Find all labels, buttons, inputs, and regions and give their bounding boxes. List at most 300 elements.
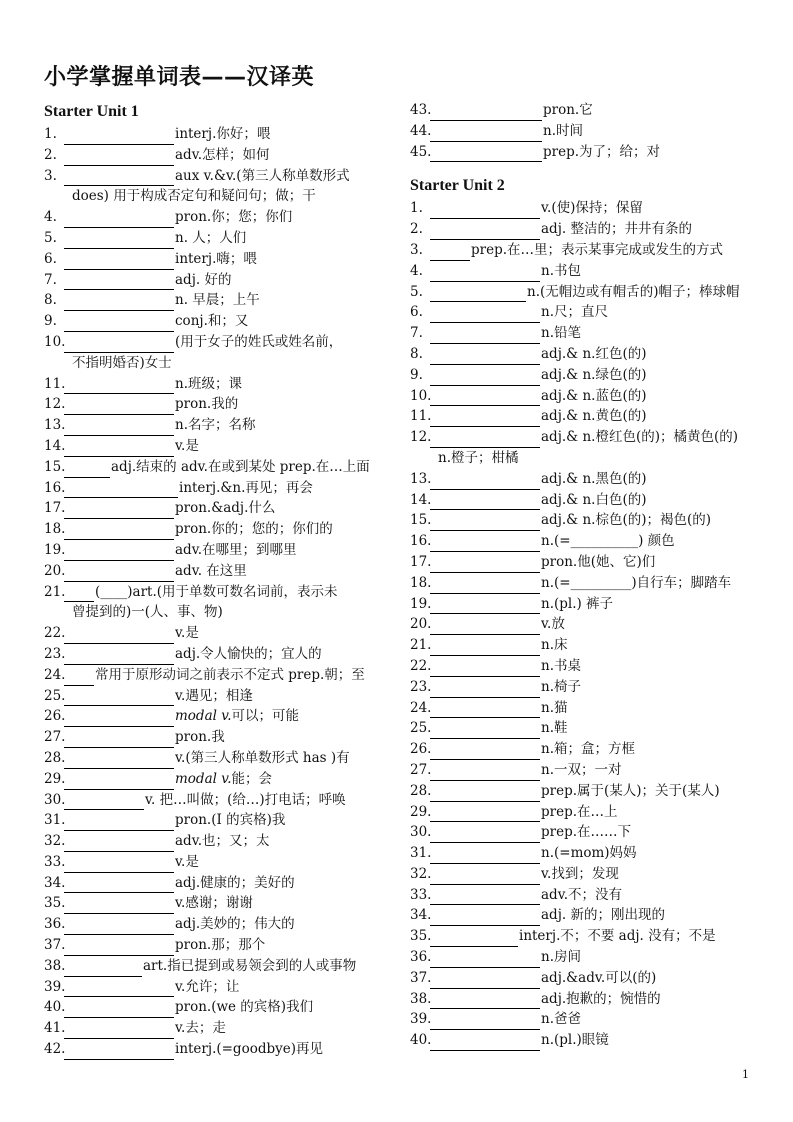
item-number: 34. (44, 874, 66, 891)
list-item (410, 947, 755, 968)
list-item (44, 893, 394, 914)
definition: art.指已提到或易领会到的人或事物 (143, 957, 357, 974)
answer-blank[interactable] (430, 952, 540, 968)
definition: pron.你的；您的；你们的 (175, 521, 333, 538)
item-number: 38. (44, 957, 66, 974)
item-number: 28. (410, 782, 432, 799)
list-item (410, 469, 755, 490)
answer-blank[interactable] (430, 203, 540, 219)
item-number: 41. (44, 1020, 66, 1037)
definition: adj.抱歉的；惋惜的 (541, 990, 661, 1007)
answer-blank[interactable] (430, 889, 540, 905)
item-number: 29. (410, 803, 432, 820)
definition: pron.&adj.什么 (175, 500, 276, 517)
answer-blank[interactable] (430, 682, 540, 698)
list-item (410, 240, 755, 261)
definition: n.鞋 (541, 720, 568, 737)
list-item (410, 885, 755, 906)
definition: interj.(=goodbye)再见 (175, 1041, 323, 1058)
definition: n.班级；课 (175, 375, 242, 392)
item-number: 8. (410, 345, 423, 362)
list-item (410, 739, 755, 760)
list-item (410, 968, 755, 989)
list-item (410, 302, 755, 323)
answer-blank[interactable] (430, 266, 540, 282)
answer-blank[interactable] (64, 254, 174, 270)
definition: interj.&n.再见；再会 (179, 479, 313, 496)
definition: v.感谢；谢谢 (175, 895, 253, 912)
list-item (44, 311, 394, 332)
answer-blank[interactable] (430, 1014, 540, 1030)
definition: n.椅子 (541, 678, 581, 695)
item-number: 18. (44, 521, 66, 538)
answer-blank[interactable] (430, 349, 540, 365)
answer-blank[interactable] (64, 1023, 174, 1039)
list-item (44, 810, 394, 831)
answer-blank[interactable] (430, 245, 470, 261)
page-title: 小学掌握单词表——汉译英 (44, 65, 315, 90)
answer-blank[interactable] (430, 848, 540, 864)
definition: adj.& n.黄色(的) (541, 408, 647, 425)
list-item (44, 540, 394, 561)
item-number: 21. (44, 583, 66, 600)
answer-blank[interactable] (64, 586, 94, 602)
item-number: 32. (44, 833, 66, 850)
definition: (____)art.(用于单数可数名词前，表示未 (95, 583, 338, 600)
item-number: 28. (44, 749, 66, 766)
list-item (44, 145, 394, 166)
list-item (410, 198, 755, 219)
item-number: 16. (44, 479, 66, 496)
definition: prep.为了；给；对 (543, 143, 661, 160)
answer-blank[interactable] (64, 399, 174, 415)
item-number: 15. (410, 512, 432, 529)
item-number: 19. (410, 595, 432, 612)
definition: n. 早晨；上午 (175, 292, 260, 309)
list-item (410, 677, 755, 698)
list-item (410, 406, 755, 427)
answer-blank[interactable] (64, 129, 174, 145)
definition: adj.美妙的；伟大的 (175, 916, 295, 933)
item-number: 9. (410, 366, 423, 383)
answer-blank[interactable] (430, 557, 540, 573)
word-list (44, 124, 394, 1060)
answer-blank[interactable] (64, 233, 174, 249)
answer-blank[interactable] (64, 295, 174, 311)
list-item (44, 665, 394, 686)
definition: v.去；走 (175, 1020, 226, 1037)
definition: adj.& n.白色(的) (541, 491, 647, 508)
list-item (44, 748, 394, 769)
item-number: 40. (44, 999, 66, 1016)
definition: pron.你；您；你们 (175, 209, 293, 226)
answer-blank[interactable] (64, 774, 174, 790)
answer-blank[interactable] (430, 126, 542, 142)
definition: pron.(I 的宾格)我 (175, 812, 286, 829)
item-number: 2. (410, 221, 423, 238)
item-number: 13. (44, 417, 66, 434)
definition: n.猫 (541, 699, 568, 716)
answer-blank[interactable] (64, 690, 174, 706)
answer-blank[interactable] (64, 524, 174, 540)
item-number: 19. (44, 541, 66, 558)
definition: v.是 (175, 853, 199, 870)
answer-blank[interactable] (430, 494, 540, 510)
definition: pron.那；那个 (175, 937, 266, 954)
list-item (44, 769, 394, 790)
answer-blank[interactable] (64, 170, 174, 186)
answer-blank[interactable] (64, 919, 174, 935)
answer-blank[interactable] (64, 670, 94, 686)
list-item (410, 926, 755, 947)
list-item (410, 1030, 755, 1051)
definition: n.床 (541, 637, 568, 654)
item-number: 36. (410, 949, 432, 966)
answer-blank[interactable] (430, 993, 540, 1009)
item-number: 26. (44, 708, 66, 725)
item-number: 20. (44, 562, 66, 579)
list-item (44, 582, 394, 603)
item-number: 31. (410, 845, 432, 862)
answer-blank[interactable] (430, 411, 540, 427)
list-item (44, 1018, 394, 1039)
answer-blank[interactable] (64, 836, 174, 852)
answer-blank[interactable] (430, 827, 540, 843)
answer-blank[interactable] (430, 661, 540, 677)
answer-blank[interactable] (430, 390, 540, 406)
answer-blank[interactable] (64, 898, 174, 914)
list-item (44, 852, 394, 873)
answer-blank[interactable] (64, 545, 174, 561)
definition: prep.在……下 (541, 824, 632, 841)
answer-blank[interactable] (430, 619, 540, 635)
definition: n.(=__________) 颜色 (541, 533, 675, 550)
list-item (44, 498, 394, 519)
list-item (44, 1039, 394, 1060)
list-item (410, 386, 755, 407)
definition-continued: 不指明婚否)女士 (72, 354, 172, 371)
definition: modal v.可以；可能 (175, 708, 300, 725)
list-item (410, 510, 755, 531)
item-number: 9. (44, 313, 57, 330)
list-item (44, 270, 394, 291)
list-item (410, 843, 755, 864)
definition: n.(=mom)妈妈 (541, 845, 637, 862)
answer-blank[interactable] (430, 432, 540, 448)
list-item (410, 323, 755, 344)
item-number: 37. (410, 969, 432, 986)
answer-blank[interactable] (64, 961, 142, 977)
list-item (410, 219, 755, 240)
answer-blank[interactable] (430, 370, 540, 386)
definition: adv.不；没有 (541, 886, 623, 903)
item-number: 36. (44, 916, 66, 933)
word-list (410, 198, 755, 1051)
answer-blank[interactable] (430, 515, 540, 531)
list-item (44, 561, 394, 582)
list-item (410, 100, 755, 121)
item-number: 20. (410, 616, 432, 633)
answer-blank[interactable] (64, 753, 174, 769)
definition: adj.& n.棕色(的)；褐色(的) (541, 512, 712, 529)
answer-blank[interactable] (64, 628, 174, 644)
list-item (410, 905, 755, 926)
answer-blank[interactable] (430, 578, 540, 594)
answer-blank[interactable] (64, 649, 174, 665)
item-number: 3. (44, 167, 57, 184)
definition: n.(pl.)眼镜 (541, 1032, 609, 1049)
answer-blank[interactable] (430, 702, 540, 718)
answer-blank[interactable] (430, 973, 540, 989)
list-item (44, 935, 394, 956)
item-number: 35. (410, 928, 432, 945)
item-number: 7. (44, 271, 57, 288)
answer-blank[interactable] (430, 786, 540, 802)
item-number: 4. (44, 209, 57, 226)
definition: adj.& n.绿色(的) (541, 366, 647, 383)
list-item (44, 124, 394, 145)
definition: v.是 (175, 625, 199, 642)
definition: adv.也；又；太 (175, 833, 270, 850)
item-number: 25. (410, 720, 432, 737)
list-item (44, 956, 394, 977)
item-number: 27. (44, 729, 66, 746)
answer-blank[interactable] (64, 1002, 174, 1018)
answer-blank[interactable] (64, 378, 174, 394)
definition: prep.在…里；表示某事完成或发生的方式 (471, 241, 724, 258)
definition: n.(pl.) 裤子 (541, 595, 614, 612)
definition: adv. 在这里 (175, 562, 247, 579)
item-number: 12. (44, 396, 66, 413)
list-item (44, 790, 394, 811)
answer-blank[interactable] (430, 765, 540, 781)
definition: adj.& n.黑色(的) (541, 470, 647, 487)
answer-blank[interactable] (430, 869, 540, 885)
list-item (44, 706, 394, 727)
definition: n.箱；盒；方框 (541, 741, 635, 758)
definition: adj.& n.蓝色(的) (541, 387, 647, 404)
item-number: 39. (410, 1011, 432, 1028)
list-item (44, 727, 394, 748)
item-number: 1. (44, 126, 57, 142)
item-number: 31. (44, 812, 66, 829)
definition: v.遇见；相逢 (175, 687, 253, 704)
definition: n.房间 (541, 949, 581, 966)
definition: pron.我 (175, 729, 225, 746)
definition: adj. 好的 (175, 271, 232, 288)
answer-blank[interactable] (64, 274, 174, 290)
left-column (44, 100, 394, 1060)
definition: adv.在哪里；到哪里 (175, 541, 297, 558)
section-heading: Starter Unit 2 (410, 177, 505, 195)
list-item (410, 344, 755, 365)
item-number: 23. (410, 678, 432, 695)
list-item (44, 873, 394, 894)
definition: modal v.能；会 (175, 770, 273, 787)
list-item (44, 478, 394, 499)
list-item (44, 166, 394, 187)
answer-blank[interactable] (64, 566, 174, 582)
list-item (410, 656, 755, 677)
list-item (44, 977, 394, 998)
item-number: 17. (410, 553, 432, 570)
list-item (44, 415, 394, 436)
answer-blank[interactable] (430, 286, 526, 302)
item-number: 14. (44, 437, 66, 454)
answer-blank[interactable] (430, 474, 540, 490)
item-number: 22. (44, 625, 66, 642)
answer-blank[interactable] (430, 307, 540, 323)
answer-blank[interactable] (64, 316, 174, 332)
list-item (44, 997, 394, 1018)
list-item (44, 374, 394, 395)
item-number: 6. (44, 250, 57, 267)
item-number: 14. (410, 491, 432, 508)
definition: v.是 (175, 437, 199, 454)
list-item (44, 228, 394, 249)
definition: pron.它 (543, 102, 593, 118)
item-number: 34. (410, 907, 432, 924)
definition: (用于女子的姓氏或姓名前， (175, 333, 343, 350)
item-number: 29. (44, 770, 66, 787)
list-item (44, 207, 394, 228)
answer-blank[interactable] (430, 723, 540, 739)
item-number: 17. (44, 500, 66, 517)
definition: n.名字；名称 (175, 417, 256, 434)
list-item (44, 686, 394, 707)
definition-continued: 曾提到的)一(人、事、物) (72, 604, 223, 621)
item-number: 8. (44, 292, 57, 309)
definition: v.(第三人称单数形式 has )有 (175, 749, 350, 766)
list-item (410, 427, 755, 448)
item-number: 32. (410, 865, 432, 882)
list-item (44, 644, 394, 665)
list-item (410, 864, 755, 885)
answer-blank[interactable] (64, 337, 174, 353)
list-item (410, 490, 755, 511)
answer-blank[interactable] (430, 598, 540, 614)
answer-blank[interactable] (64, 482, 178, 498)
definition: prep.在…上 (541, 803, 618, 820)
item-number: 18. (410, 574, 432, 591)
answer-blank[interactable] (64, 877, 174, 893)
item-number: 45. (410, 143, 432, 160)
list-item (44, 623, 394, 644)
item-number: 4. (410, 262, 423, 279)
answer-blank[interactable] (430, 146, 542, 162)
item-number: 5. (44, 229, 57, 246)
answer-blank[interactable] (64, 981, 174, 997)
definition: pron.我的 (175, 396, 239, 413)
answer-blank[interactable] (64, 815, 174, 831)
answer-blank[interactable] (64, 462, 110, 478)
item-number: 38. (410, 990, 432, 1007)
definition: pron.他(她、它)们 (541, 553, 656, 570)
answer-blank[interactable] (64, 940, 174, 956)
item-number: 43. (410, 102, 432, 118)
list-item (44, 394, 394, 415)
list-item (410, 718, 755, 739)
answer-blank[interactable] (430, 640, 540, 656)
item-number: 33. (410, 886, 432, 903)
list-item (410, 261, 755, 282)
definition: pron.(we 的宾格)我们 (175, 999, 314, 1016)
answer-blank[interactable] (64, 711, 174, 727)
list-item (410, 282, 755, 303)
item-number: 10. (44, 333, 66, 350)
item-number: 3. (410, 241, 423, 258)
definition: adj.& n.橙红色(的)；橘黄色(的) (541, 429, 739, 446)
definition: interj.嗨；喂 (175, 250, 257, 267)
answer-blank[interactable] (64, 794, 144, 810)
definition: interj.不；不要 adj. 没有；不是 (519, 928, 716, 945)
answer-blank[interactable] (430, 910, 540, 926)
answer-blank[interactable] (430, 1035, 540, 1051)
answer-blank[interactable] (430, 744, 540, 760)
item-number: 11. (44, 375, 66, 392)
definition: adj. 新的；刚出现的 (541, 907, 665, 924)
definition: n.书桌 (541, 657, 581, 674)
answer-blank[interactable] (430, 224, 540, 240)
definition: n. 人；人们 (175, 229, 247, 246)
definition: adj.&adv.可以(的) (541, 969, 657, 986)
list-item (410, 552, 755, 573)
item-number: 2. (44, 146, 57, 163)
item-number: 37. (44, 937, 66, 954)
item-number: 6. (410, 304, 423, 321)
definition: n.尺；直尺 (541, 304, 608, 321)
answer-blank[interactable] (64, 857, 174, 873)
list-item (44, 914, 394, 935)
answer-blank[interactable] (64, 503, 174, 519)
answer-blank[interactable] (430, 536, 540, 552)
item-number: 42. (44, 1041, 66, 1058)
answer-blank[interactable] (430, 806, 540, 822)
definition-continued: does) 用于构成否定句和疑问句；做；干 (72, 188, 316, 205)
list-item (44, 290, 394, 311)
list-item (410, 781, 755, 802)
definition: v.找到；发现 (541, 865, 619, 882)
item-number: 1. (410, 200, 423, 217)
list-item (410, 989, 755, 1010)
definition: n.书包 (541, 262, 581, 279)
list-item (410, 531, 755, 552)
answer-blank[interactable] (64, 732, 174, 748)
list-item (44, 831, 394, 852)
item-number: 11. (410, 408, 432, 425)
item-number: 27. (410, 761, 432, 778)
answer-blank[interactable] (430, 105, 542, 121)
definition: aux v.&v.(第三人称单数形式 (175, 167, 350, 184)
answer-blank[interactable] (64, 420, 174, 436)
answer-blank[interactable] (64, 150, 174, 166)
item-number: 13. (410, 470, 432, 487)
definition: 常用于原形动词之前表示不定式 prep.朝；至 (95, 666, 365, 683)
answer-blank[interactable] (64, 212, 174, 228)
definition: adv.怎样；如何 (175, 146, 270, 163)
answer-blank[interactable] (430, 328, 540, 344)
answer-blank[interactable] (64, 441, 174, 457)
answer-blank[interactable] (430, 931, 518, 947)
list-item (410, 594, 755, 615)
item-number: 25. (44, 687, 66, 704)
answer-blank[interactable] (64, 1044, 174, 1060)
list-item (410, 614, 755, 635)
list-item (410, 573, 755, 594)
definition: n.时间 (543, 122, 583, 139)
item-number: 30. (410, 824, 432, 841)
definition: n.一双；一对 (541, 761, 622, 778)
